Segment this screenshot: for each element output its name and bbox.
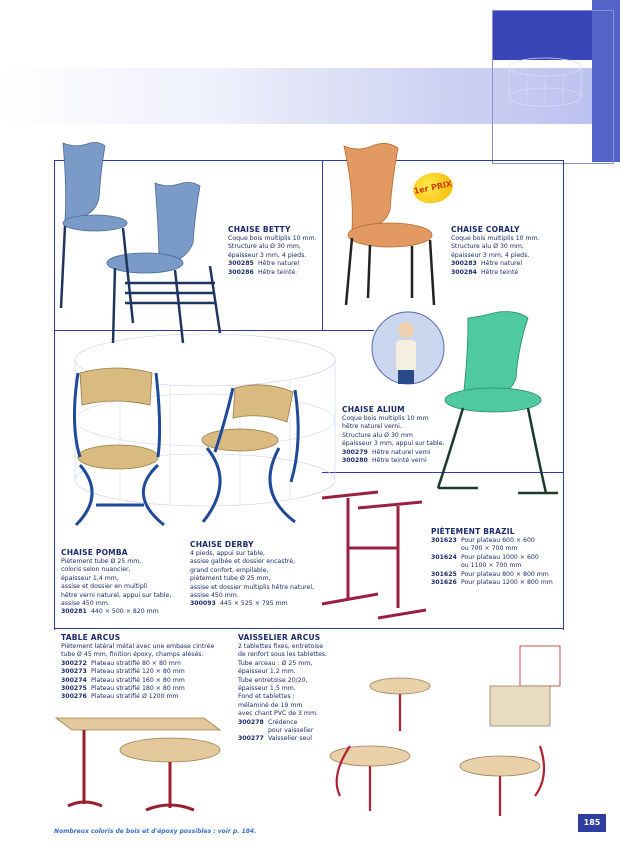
betty-ref-row xyxy=(228,260,317,268)
arcus-desc-line: Piètement latéral métal avec une embase cintrée xyxy=(61,643,215,650)
ref-label: Crédence xyxy=(268,718,298,726)
vaisselier-desc-line: épaisseur 1,2 mm. xyxy=(238,668,296,676)
brazil-ref-row xyxy=(431,554,553,562)
pomba-desc-line: Piètement tube Ø 25 mm, xyxy=(61,558,142,565)
arcus-ref-row xyxy=(61,677,214,685)
ref-code: 300275 xyxy=(61,685,87,693)
brazil-ref-row xyxy=(431,537,553,545)
grid-row-3 xyxy=(54,628,564,629)
vaisselier-title: VAISSELIER ARCUS xyxy=(238,633,321,642)
derby-desc-line: assise galbée et dossier encastré, xyxy=(190,558,296,566)
vaisselier-desc-line: Fond et tablettes : xyxy=(238,693,295,701)
table-arcus-image xyxy=(54,710,224,826)
pomba-desc-line: assise 450 mm. xyxy=(61,600,110,608)
ref-label: Plateau stratifié Ø 1200 mm xyxy=(91,693,179,701)
chair-coraly-image xyxy=(340,140,440,310)
betty-desc-line: Coque bois multiplis 10 mm. xyxy=(228,235,317,242)
ref-label: Hêtre teinté. xyxy=(258,268,298,276)
chair-alium-image xyxy=(368,308,568,500)
betty-ref-row xyxy=(228,269,317,277)
ref-label: Hêtre naturel xyxy=(481,260,523,268)
derby-desc-line: assise et dossier multiplis hêtre naturel, xyxy=(190,583,315,591)
ref-code: 301626 xyxy=(431,579,457,587)
ref-code: 300281 xyxy=(61,608,87,616)
alium-ref-row xyxy=(342,457,444,465)
derby-desc-line: grand confort, empilable, xyxy=(190,566,269,574)
ref-code: 300273 xyxy=(61,668,87,676)
derby-title: CHAISE DERBY xyxy=(190,540,254,549)
alium-desc-line: Coque bois multiplis 10 mm xyxy=(342,415,429,422)
vaisselier-desc-line: Tube entretoise 20/20, xyxy=(238,676,308,684)
betty-title: CHAISE BETTY xyxy=(228,225,291,234)
vaisselier-ref-row xyxy=(238,719,327,727)
ref-code: 300285 xyxy=(228,260,254,268)
vaisselier-ref-row xyxy=(238,735,327,743)
ref-code: 300276 xyxy=(61,693,87,701)
derby-block xyxy=(190,550,314,609)
arcus-desc-line: tube Ø 45 mm, finition époxy, champs alésés. xyxy=(61,651,204,659)
coraly-title: CHAISE CORALY xyxy=(451,225,520,234)
alium-ref-row xyxy=(342,449,444,457)
arcus-ref-row xyxy=(61,668,214,676)
derby-desc-line: 4 pieds, appui sur table, xyxy=(190,550,265,557)
ref-code: 300272 xyxy=(61,659,87,667)
arcus-ref-row xyxy=(61,693,214,701)
vaisselier-desc-line: de renfort sous les tablettes. xyxy=(238,651,328,659)
coraly-ref-row xyxy=(451,260,540,268)
chair-betty-image xyxy=(55,138,230,348)
coraly-desc-line: Coque bois multiplis 10 mm. xyxy=(451,235,540,242)
ref-label: Vaisselier seul xyxy=(268,735,312,743)
ref-code: 300284 xyxy=(451,268,477,276)
derby-desc-line: piètement tube Ø 25 mm, xyxy=(190,575,271,583)
ref-code: 300093 xyxy=(190,600,216,608)
ref-code: 301625 xyxy=(431,570,457,578)
ref-code: 301623 xyxy=(431,537,457,544)
ref-label: Plateau stratifié 160 × 80 mm xyxy=(91,676,185,684)
ref-code: 300280 xyxy=(342,457,368,465)
grid-vertical-mid xyxy=(322,160,323,330)
ref-label: Plateau stratifié 180 × 80 mm xyxy=(91,685,185,693)
pomba-desc-line: coloris selon nuancier, xyxy=(61,566,131,574)
ref-label: 445 × 525 × 795 mm xyxy=(220,600,288,608)
award-badge: 1er PRIX xyxy=(410,169,455,207)
ref-label: Pour plateau 1200 × 800 mm xyxy=(461,579,553,587)
betty-block xyxy=(228,235,317,277)
derby-desc-line: assise 450 mm. xyxy=(190,592,239,600)
brazil-ref-row xyxy=(431,579,553,587)
pomba-ref-row xyxy=(61,608,171,616)
coraly-block xyxy=(451,235,540,277)
ref-label: pour vaisselier xyxy=(268,727,314,735)
ref-label: Hêtre naturel verni xyxy=(372,448,431,456)
vaisselier-arcus-image xyxy=(320,636,564,826)
pomba-block xyxy=(61,558,171,617)
pomba-title: CHAISE POMBA xyxy=(61,548,128,557)
coraly-desc-line: Structure alu Ø 30 mm, xyxy=(451,243,524,251)
chair-derby-image xyxy=(195,382,305,532)
ref-code: 300283 xyxy=(451,260,477,268)
ref-label: Hêtre teinté xyxy=(481,268,519,276)
ref-label: Pour plateau 800 × 800 mm xyxy=(461,570,549,578)
page-number: 185 xyxy=(578,814,606,832)
brazil-title: PIÈTEMENT BRAZIL xyxy=(431,527,515,536)
vaisselier-ref-row xyxy=(238,727,327,735)
brazil-block xyxy=(431,537,553,587)
alium-desc-line: hêtre naturel verni. xyxy=(342,423,402,431)
coraly-ref-row xyxy=(451,269,540,277)
vaisselier-desc-line: 2 tablettes fixes, entretoise xyxy=(238,643,324,650)
table-brazil-image xyxy=(318,488,428,628)
ref-code: 300274 xyxy=(61,676,87,684)
footnote: Nombreux coloris de bois et d'époxy possibles : voir p. 184. xyxy=(54,828,257,835)
brazil-ref-row xyxy=(431,571,553,579)
ref-code: 300277 xyxy=(238,735,264,743)
ref-label: Pour plateau 600 × 600 xyxy=(461,537,535,544)
derby-ref-row xyxy=(190,600,314,608)
betty-desc-line: épaisseur 3 mm, 4 pieds. xyxy=(228,251,307,259)
pomba-desc-line: épaisseur 1,4 mm, xyxy=(61,574,119,582)
ref-label: Plateau stratifié 80 × 80 mm xyxy=(91,659,181,667)
ref-label: Hêtre naturel xyxy=(258,260,300,268)
ref-label: Pour plateau 1000 × 600 xyxy=(461,553,539,561)
arcus-title: TABLE ARCUS xyxy=(61,633,121,642)
vaisselier-desc-line: épaisseur 1,5 mm. xyxy=(238,685,296,693)
alium-desc-line: Structure alu Ø 30 mm xyxy=(342,431,413,439)
chair-pomba-image xyxy=(66,365,178,535)
vaisselier-block xyxy=(238,643,327,744)
wireframe-cylinder-icon xyxy=(505,55,595,115)
ref-label: Plateau stratifié 120 × 80 mm xyxy=(91,668,185,676)
ref-code: 300286 xyxy=(228,268,254,276)
alium-block xyxy=(342,415,444,465)
brazil-ref-row xyxy=(431,562,553,570)
pomba-desc-line: hêtre verni naturel, appui sur table, xyxy=(61,591,172,599)
brazil-ref-row xyxy=(431,545,553,553)
ref-code: 300278 xyxy=(238,718,264,726)
vaisselier-desc-line: Tube arceau : Ø 25 mm, xyxy=(238,659,313,667)
pomba-desc-line: assise et dossier en multipli xyxy=(61,583,148,591)
ref-code: 300279 xyxy=(342,448,368,456)
ref-code: 301624 xyxy=(431,553,457,561)
betty-desc-line: Structure alu Ø 30 mm, xyxy=(228,243,301,251)
alium-title: CHAISE ALIUM xyxy=(342,405,405,414)
ref-label: ou 700 × 700 mm xyxy=(461,545,518,553)
ref-label: ou 1100 × 700 mm xyxy=(461,562,522,570)
arcus-block xyxy=(61,643,214,702)
coraly-desc-line: épaisseur 3 mm, 4 pieds. xyxy=(451,251,530,259)
vaisselier-desc-line: avec chant PVC de 3 mm. xyxy=(238,710,318,718)
ref-label: Hêtre teinté verni xyxy=(372,457,427,465)
arcus-ref-row xyxy=(61,660,214,668)
ref-label: 440 × 500 × 820 mm xyxy=(91,608,159,616)
alium-desc-line: épaisseur 3 mm, appui sur table. xyxy=(342,440,445,448)
vaisselier-desc-line: mélaminé de 19 mm xyxy=(238,701,303,709)
